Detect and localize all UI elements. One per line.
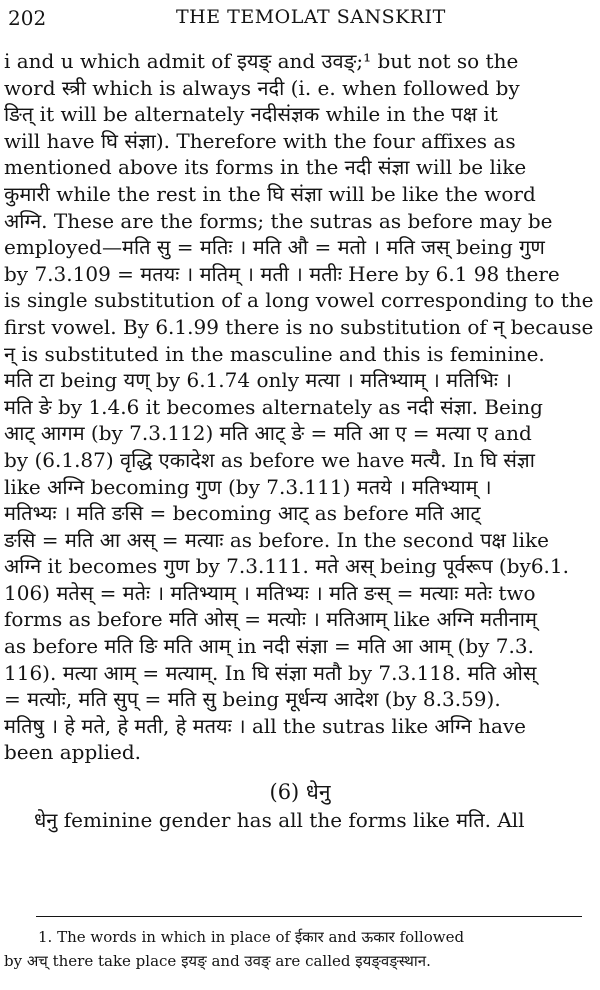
footnote-line: 1. The words in which in place of ईकार and ऊकार followed xyxy=(38,928,465,946)
text-line: employed—मति सु = मतिः । मति औ = मतो । मति जस् being गुण xyxy=(4,235,545,260)
text-line: will have घि संज्ञा). Therefore with the four affixes as xyxy=(4,128,516,153)
text-line: by (6.1.87) वृद्धि एकादेश as before we have मत्यै. In घि संज्ञा xyxy=(4,447,535,472)
text-line: न् is substituted in the masculine and this is feminine. xyxy=(4,341,545,366)
text-line: मतिभ्यः । मति ङसि = becoming आट् as before मति आट् xyxy=(4,501,481,526)
text-line: 106) मतेस् = मतेः । मतिभ्याम् । मतिभ्यः । मति ङस् = मत्याः मतेः two xyxy=(4,580,536,605)
text-line: ङित् it will be alternately नदीसंज्ञक while in the पक्ष it xyxy=(4,102,498,127)
text-line: ङसि = मति आ अस् = मत्याः as before. In the second पक्ष like xyxy=(4,527,549,552)
text-line: like अग्नि becoming गुण (by 7.3.111) मतये । मतिभ्याम् । xyxy=(4,474,492,499)
text-line: been applied. xyxy=(4,740,142,765)
text-line: by 7.3.109 = मतयः । मतिम् । मती । मतीः Here by 6.1 98 there xyxy=(4,261,560,286)
text-line: अग्नि it becomes गुण by 7.3.111. मते अस् being पूर्वरूप (by6.1. xyxy=(4,554,569,579)
text-line: आट् आगम (by 7.3.112) मति आट् ङे = मति आ ए = मत्या ए and xyxy=(4,421,532,446)
footnote-divider xyxy=(36,916,582,917)
text-line: कुमारी while the rest in the घि संज्ञा will be like the word xyxy=(4,181,536,206)
text-line: धेनु feminine gender has all the forms like मति. All xyxy=(34,808,525,833)
body-text xyxy=(4,48,596,834)
text-line: forms as before मति ओस् = मत्योः । मतिआम् like अग्नि मतीनाम् xyxy=(4,607,537,632)
text-line: as before मति ङि मति आम् in नदी संज्ञा = मति आ आम् (by 7.3. xyxy=(4,634,534,659)
text-line: मतिषु । हे मते, हे मती, हे मतयः । all the sutras like अग्नि have xyxy=(4,713,527,738)
text-line: मति ङे by 1.4.6 it becomes alternately as नदी संज्ञा. Being xyxy=(4,394,543,419)
footnote-line: by अच् there take place इयङ् and उवङ् are called इयङ्वङ्स्थान. xyxy=(4,952,431,970)
text-line: first vowel. By 6.1.99 there is no substitution of न् because xyxy=(4,314,594,339)
page-number: 202 xyxy=(8,6,47,30)
text-line: mentioned above its forms in the नदी संज्ञा will be like xyxy=(4,155,527,180)
page-header xyxy=(8,6,580,34)
text-line: is single substitution of a long vowel corresponding to the xyxy=(4,288,594,313)
running-head: THE TEMOLAT SANSKRIT xyxy=(176,6,446,28)
text-line: अग्नि. These are the forms; the sutras as before may be xyxy=(4,208,553,233)
text-line: i and u which admit of इयङ् and उवङ्;¹ but not so the xyxy=(4,49,519,73)
footnote xyxy=(4,925,596,973)
section-heading: (6) धेनु xyxy=(269,780,331,805)
text-line: मति टा being यण् by 6.1.74 only मत्या । मतिभ्याम् । मतिभिः । xyxy=(4,368,512,393)
text-line: = मत्योः, मति सुप् = मति सु being मूर्धन्य आदेश (by 8.3.59). xyxy=(4,687,501,712)
text-line: 116). मत्या आम् = मत्याम्. In घि संज्ञा मतौ by 7.3.118. मति ओस् xyxy=(4,660,537,685)
text-line: word स्त्री which is always नदी (i. e. when followed by xyxy=(4,75,520,100)
